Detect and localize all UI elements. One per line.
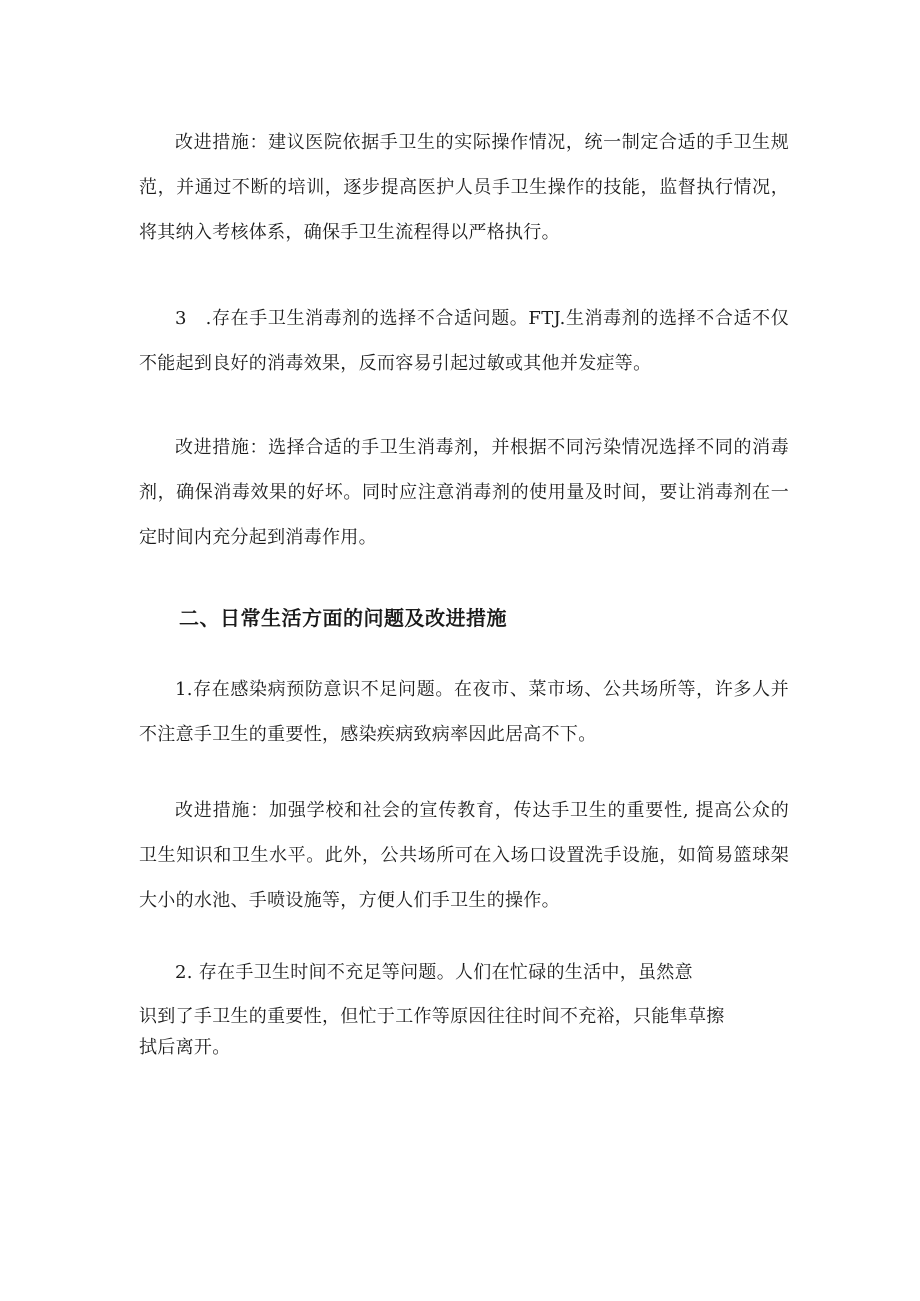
paragraph-issue-1: 1.存在感染病预防意识不足问题。在夜市、菜市场、公共场所等，许多人并不注意手卫生的重要性，感染疾病致病率因此居高不下。	[139, 679, 789, 745]
paragraph-improvement-3: 改进措施：加强学校和社会的宣传教育，传达手卫生的重要性, 提高公众的卫生知识和卫生水平。此外，公共场所可在入场口设置洗手设施，如简易篮球架大小的水池、手喷设施等，方便人们手卫生的操作。	[139, 800, 789, 911]
paragraph-issue-2-continuation-line-1: 识到了手卫生的重要性，但忙于工作等原因往往时间不充裕，只能隼草擦	[139, 1006, 725, 1027]
paragraph-improvement-2: 改进措施：选择合适的手卫生消毒剂，并根据不同污染情况选择不同的消毒剂，确保消毒效果的好坏。同时应注意消毒剂的使用量及时间，要让消毒剂在一定时间内充分起到消毒作用。	[139, 437, 789, 548]
section-heading: 二、日常生活方面的问题及改进措施	[179, 606, 507, 630]
paragraph-issue-2-continuation-line-2: 拭后离开。	[139, 1037, 231, 1058]
paragraph-issue-2: 2. 存在手卫生时间不充足等问题。人们在忙碌的生活中，虽然意	[175, 962, 693, 983]
paragraph-issue-3: 3 .存在手卫生消毒剂的选择不合适问题。FTJ.生消毒剂的选择不合适不仅不能起到良好的消毒效果，反而容易引起过敏或其他并发症等。	[139, 308, 789, 374]
paragraph-improvement-1: 改进措施：建议医院依据手卫生的实际操作情况，统一制定合适的手卫生规范，并通过不断的培训，逐步提高医护人员手卫生操作的技能，监督执行情况，将其纳入考核体系，确保手卫生流程得以严格执行。	[139, 132, 789, 243]
